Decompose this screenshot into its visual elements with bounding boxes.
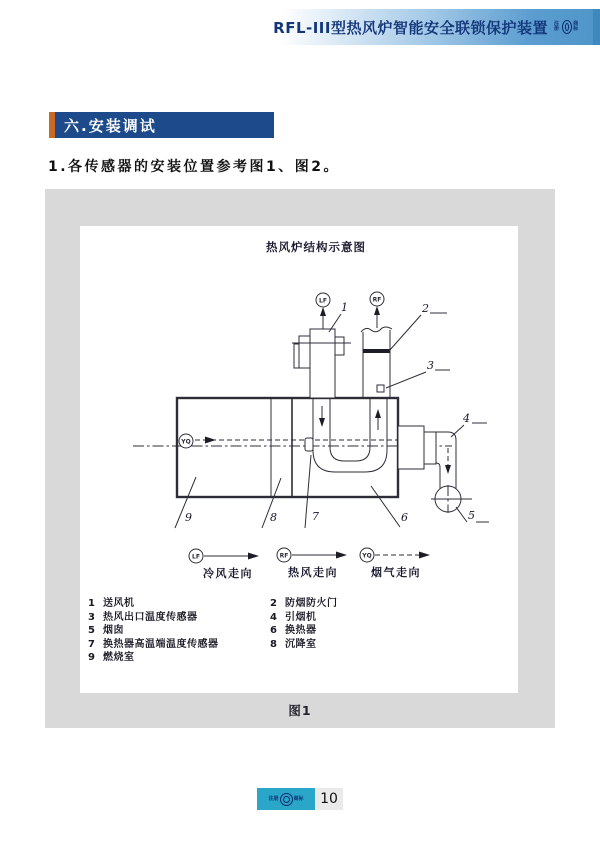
callout-1 xyxy=(329,301,348,332)
svg-text:烟气走向: 烟气走向 xyxy=(371,566,421,579)
part-item: 7 换热器高温端温度传感器 xyxy=(88,638,219,650)
flow-legend-hot-air xyxy=(277,548,347,579)
flow-legend-flue-gas xyxy=(360,548,430,579)
trademark-right-label: 商标 xyxy=(573,21,579,32)
section-heading xyxy=(49,112,274,138)
high-temp-sensor xyxy=(305,438,313,451)
part-item: 4 引烟机 xyxy=(270,611,317,623)
svg-text:RF: RF xyxy=(279,552,289,560)
flow-legend-cold-air xyxy=(189,549,259,580)
trademark-left-label: 注册 xyxy=(553,21,559,32)
svg-text:1: 1 xyxy=(341,301,348,314)
callout-2 xyxy=(389,302,447,351)
body-text: 1.各传感器的安装位置参考图1、图2。 xyxy=(48,159,341,175)
fire-damper xyxy=(363,349,390,353)
page-number: 10 xyxy=(315,788,343,810)
page-footer xyxy=(0,788,600,810)
svg-text:LF: LF xyxy=(192,553,200,561)
svg-text:热风走向: 热风走向 xyxy=(288,566,338,579)
svg-text:8: 8 xyxy=(270,511,277,524)
svg-text:7: 7 xyxy=(312,510,319,523)
induced-fan-elbow xyxy=(398,426,456,490)
part-item: 1 送风机 xyxy=(88,598,135,609)
svg-text:4: 4 xyxy=(463,412,470,425)
diagram-title: 热风炉结构示意图 xyxy=(266,240,366,254)
svg-text:YQ: YQ xyxy=(362,552,372,560)
heat-exchanger-u-tube xyxy=(313,398,387,472)
header-title: RFL-III型热风炉智能安全联锁保护装置 xyxy=(273,18,548,37)
chimney xyxy=(431,485,472,513)
part-item: 5 烟囱 xyxy=(88,625,124,636)
furnace-body xyxy=(177,398,398,497)
header-right-edge xyxy=(593,9,600,45)
part-item: 8 沉降室 xyxy=(270,638,317,650)
blower-fan xyxy=(292,329,351,398)
header-trademark xyxy=(554,20,580,34)
cold-air-tag xyxy=(316,293,330,329)
part-item: 2 防烟防火门 xyxy=(270,598,338,609)
parts-list xyxy=(88,598,338,666)
figure-panel xyxy=(45,189,555,728)
rf-tag-label: RF xyxy=(372,296,382,304)
callout-3 xyxy=(386,359,450,388)
svg-text:5: 5 xyxy=(468,509,475,522)
trademark-right-label: 商标 xyxy=(293,795,304,802)
callout-7 xyxy=(305,455,319,528)
callout-5 xyxy=(456,507,489,522)
svg-text:6: 6 xyxy=(401,511,408,524)
callout-6 xyxy=(371,486,408,527)
flue-gas-tag xyxy=(179,434,193,448)
lf-tag-label: LF xyxy=(319,297,327,305)
svg-text:9: 9 xyxy=(185,511,192,524)
svg-text:2: 2 xyxy=(422,302,429,315)
outlet-temp-sensor xyxy=(377,385,384,392)
parts-list-left-column xyxy=(88,598,270,666)
parts-list-right-column xyxy=(270,598,338,666)
section-heading-label: 六.安装调试 xyxy=(64,116,157,135)
footer-trademark-badge xyxy=(257,788,315,810)
flow-legend xyxy=(189,548,430,580)
figure-inner-panel xyxy=(80,226,518,693)
part-item: 3 热风出口温度传感器 xyxy=(88,611,198,623)
yq-tag-label: YQ xyxy=(181,438,191,446)
svg-text:3: 3 xyxy=(427,359,434,372)
page-header xyxy=(273,9,600,45)
trademark-emblem-icon xyxy=(562,20,572,34)
figure-caption: 图1 xyxy=(288,703,312,718)
trademark-left-label: 注册 xyxy=(268,795,279,802)
part-item: 6 换热器 xyxy=(270,625,317,636)
hot-air-tag xyxy=(370,292,384,328)
part-item: 9 燃烧室 xyxy=(88,652,135,663)
trademark-emblem-icon xyxy=(280,793,293,806)
svg-text:冷风走向: 冷风走向 xyxy=(203,567,253,580)
callout-4 xyxy=(451,412,487,437)
